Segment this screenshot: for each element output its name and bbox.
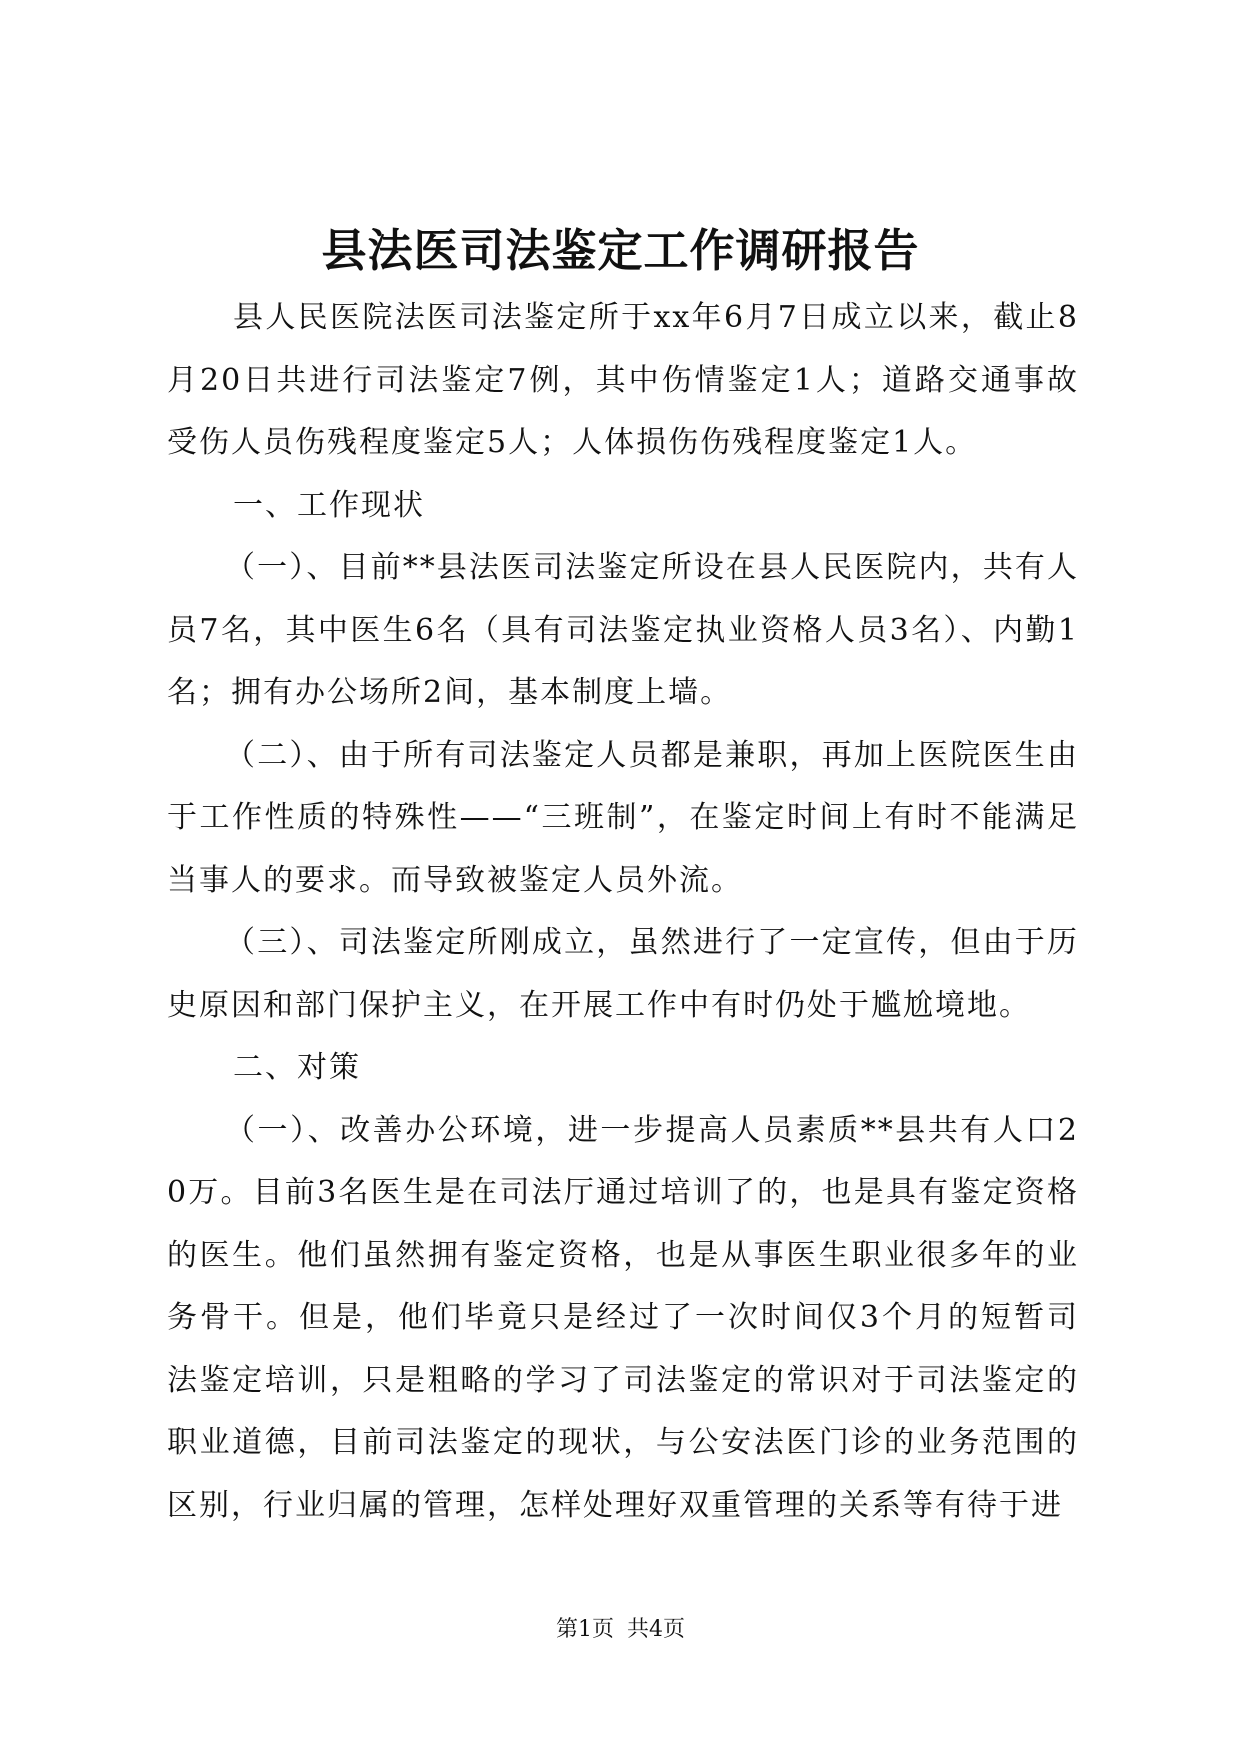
status-item-3: （三）、司法鉴定所刚成立，虽然进行了一定宣传，但由于历史原因和部门保护主义，在开展工作中有时仍处于尴尬境地。 (167, 925, 1079, 1023)
section-heading-status: 一、工作现状 (233, 487, 425, 523)
page-number: 第1页 (556, 1617, 614, 1642)
measures-item-1: （一）、改善办公环境，进一步提高人员素质**县共有人口20万。目前3名医生是在司法厅通过培训了的，也是具有鉴定资格的医生。他们虽然拥有鉴定资格，也是从事医生职业很多年的业务骨干。但是，他们毕竟只是经过了一次时间仅3个月的短暂司法鉴定培训，只是粗略的学习了司法鉴定的常识对于司法鉴定的职业道德，目前司法鉴定的现状，与公安法医门诊的业务范围的区别，行业归属的管理，怎样处理好双重管理的关系等有待于进 (167, 1112, 1079, 1523)
page-footer (0, 1615, 1241, 1645)
document-title: 县法医司法鉴定工作调研报告 (321, 224, 920, 277)
status-item-2: （二）、由于所有司法鉴定人员都是兼职，再加上医院医生由于工作性质的特殊性——“三班制”，在鉴定时间上有时不能满足当事人的要求。而导致被鉴定人员外流。 (167, 737, 1079, 898)
intro-paragraph: 县人民医院法医司法鉴定所于xx年6月7日成立以来，截止8月20日共进行司法鉴定7例，其中伤情鉴定1人；道路交通事故受伤人员伤残程度鉴定5人；人体损伤伤残程度鉴定1人。 (167, 300, 1079, 460)
page-total: 共4页 (627, 1617, 685, 1642)
section-heading-measures: 二、对策 (233, 1050, 361, 1085)
document-body (167, 287, 1079, 1537)
status-item-1: （一）、目前**县法医司法鉴定所设在县人民医院内，共有人员7名，其中医生6名（具有司法鉴定执业资格人员3名）、内勤1名；拥有办公场所2间，基本制度上墙。 (167, 550, 1079, 710)
